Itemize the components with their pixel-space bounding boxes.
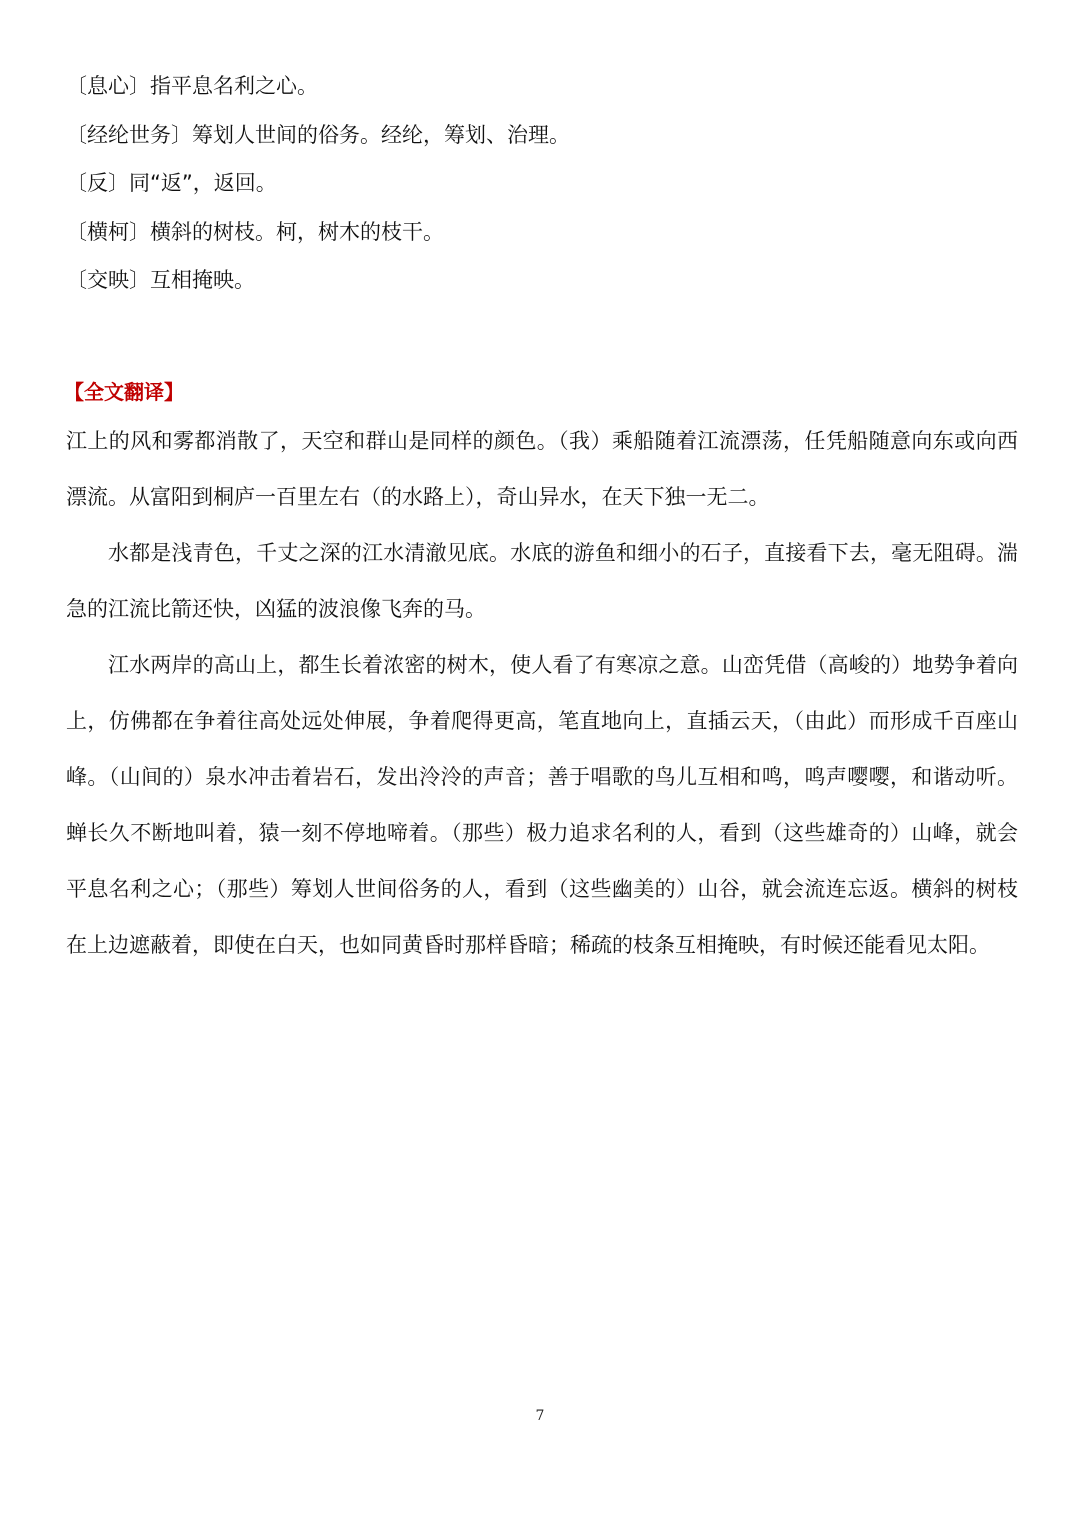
translation-paragraph: 水都是浅青色，千丈之深的江水清澈见底。水底的游鱼和细小的石子，直接看下去，毫无阻碍。湍急的江流比箭还快，凶猛的波浪像飞奔的马。 — [66, 541, 1018, 621]
annotation-item: 〔交映〕互相掩映。 — [66, 268, 255, 292]
translation-heading: 【全文翻译】 — [64, 380, 184, 404]
annotation-item: 〔经纶世务〕筹划人世间的俗务。经纶，筹划、治理。 — [66, 122, 570, 147]
annotation-item: 〔反〕同“返”，返回。 — [66, 171, 277, 195]
translation-body — [66, 413, 1018, 973]
annotation-list — [66, 62, 1026, 305]
translation-paragraph: 江水两岸的高山上，都生长着浓密的树木，使人看了有寒凉之意。山峦凭借（高峻的）地势争着向上，仿佛都在争着往高处远处伸展，争着爬得更高，笔直地向上，直插云天，（由此）而形成千百座山峰。（山间的）泉水冲击着岩石，发出泠泠的声音；善于唱歌的鸟儿互相和鸣，鸣声嘤嘤，和谐动听。蝉长久不断地叫着，猿一刻不停地啼着。（那些）极力追求名利的人，看到（这些雄奇的）山峰，就会平息名利之心；（那些）筹划人世间俗务的人，看到（这些幽美的）山谷，就会流连忘返。横斜的树枝在上边遮蔽着，即使在白天，也如同黄昏时那样昏暗；稀疏的枝条互相掩映，有时候还能看见太阳。 — [66, 653, 1018, 957]
annotation-item: 〔横柯〕横斜的树枝。柯，树木的枝干。 — [66, 219, 444, 244]
translation-paragraph: 江上的风和雾都消散了，天空和群山是同样的颜色。（我）乘船随着江流漂荡，任凭船随意向东或向西漂流。从富阳到桐庐一百里左右（的水路上），奇山异水，在天下独一无二。 — [66, 429, 1018, 509]
annotation-item: 〔息心〕指平息名利之心。 — [66, 74, 318, 98]
page-number: 7 — [535, 1408, 545, 1424]
